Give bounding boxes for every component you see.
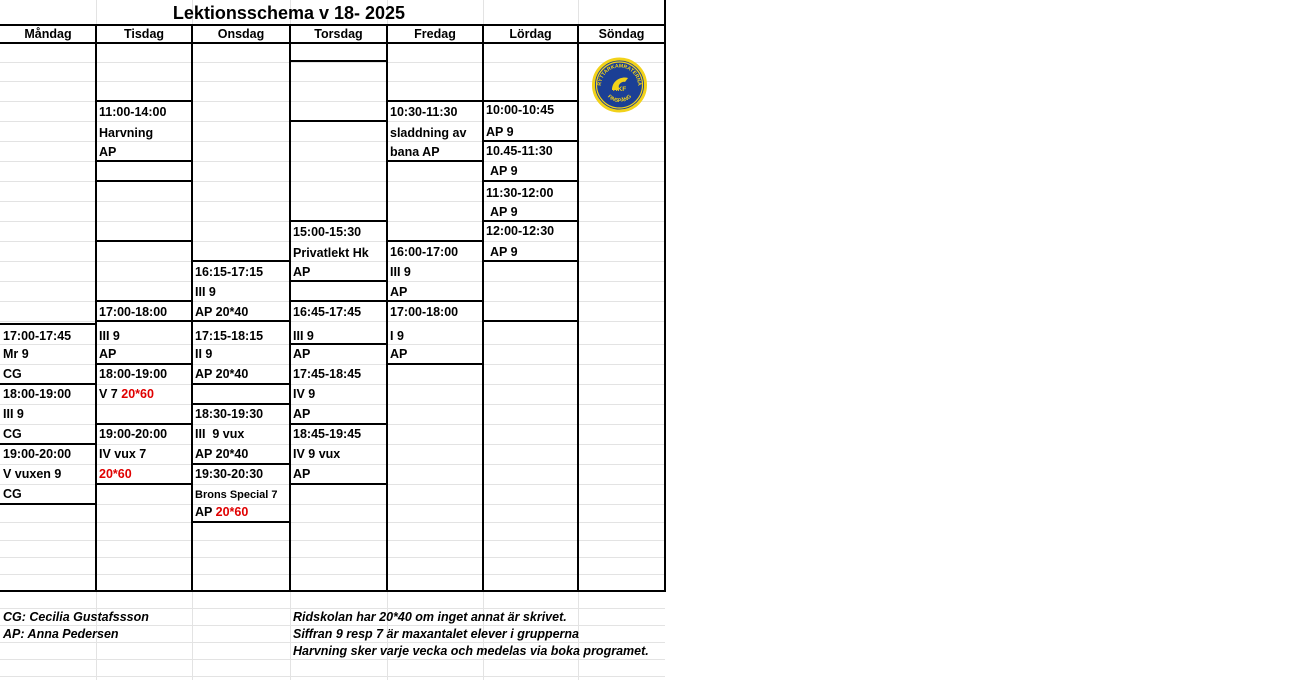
- border-block: [96, 180, 192, 182]
- arena-size-label: 20*40: [215, 447, 249, 461]
- lesson-time[interactable]: 10.45-11:30: [486, 144, 553, 158]
- border-block: [387, 240, 483, 242]
- border-block: [290, 300, 387, 302]
- lesson-group[interactable]: III 9: [99, 329, 120, 343]
- day-header-tisdag[interactable]: Tisdag: [123, 27, 165, 41]
- teacher-label: AP: [195, 505, 213, 519]
- lesson-time[interactable]: 19:30-20:30: [195, 467, 264, 481]
- lesson-time[interactable]: 11:30-12:00: [486, 186, 554, 200]
- lesson-teacher[interactable]: CG: [3, 367, 22, 381]
- lesson-teacher[interactable]: AP: [293, 265, 311, 279]
- border-column: [482, 24, 484, 592]
- lesson-time[interactable]: 17:15-18:15: [195, 329, 264, 343]
- border-block: [192, 521, 290, 523]
- lesson-teacher[interactable]: AP: [390, 347, 408, 361]
- gridline-horizontal: [0, 62, 665, 63]
- club-logo-icon: [592, 56, 647, 114]
- lesson-time[interactable]: 19:00-20:00: [99, 427, 168, 441]
- lesson-group[interactable]: III 9: [390, 265, 411, 279]
- border-block: [483, 180, 578, 182]
- day-header-lordag[interactable]: Lördag: [509, 27, 552, 41]
- gridline-horizontal: [0, 522, 665, 523]
- lesson-time[interactable]: 10:00-10:45: [486, 103, 555, 117]
- lesson-teacher[interactable]: [195, 303, 248, 321]
- lesson-time[interactable]: 16:45-17:45: [293, 305, 362, 319]
- note-arena[interactable]: Ridskolan har 20*40 om inget annat är skrivet.: [293, 610, 567, 624]
- lesson-time[interactable]: 17:00-17:45: [3, 329, 72, 343]
- lesson-time[interactable]: 19:00-20:00: [3, 447, 72, 461]
- lesson-time[interactable]: 17:00-18:00: [390, 305, 459, 319]
- border-block: [96, 483, 192, 485]
- lesson-teacher[interactable]: AP: [293, 347, 311, 361]
- note-ap[interactable]: AP: Anna Pedersen: [3, 627, 119, 641]
- lesson-time[interactable]: 18:30-19:30: [195, 407, 264, 421]
- page-title: Lektionsschema v 18- 2025: [172, 3, 406, 23]
- gridline-horizontal: [0, 540, 665, 541]
- note-max-students[interactable]: Siffran 9 resp 7 är maxantalet elever i grupperna: [293, 627, 580, 641]
- note-harrowing[interactable]: Harvning sker varje vecka och medelas via boka programet.: [293, 644, 649, 658]
- lesson-group[interactable]: III 9 vux: [195, 427, 245, 441]
- lesson-time[interactable]: 12:00-12:30: [486, 224, 555, 238]
- lesson-group[interactable]: AP 9: [486, 125, 514, 139]
- lesson-group[interactable]: [99, 385, 154, 403]
- day-header-fredag[interactable]: Fredag: [414, 27, 456, 41]
- lesson-group[interactable]: IV 9: [293, 387, 316, 401]
- lesson-time[interactable]: 15:00-15:30: [293, 225, 362, 239]
- border-block: [290, 220, 387, 222]
- lesson-time[interactable]: 10:30-11:30: [390, 105, 458, 119]
- border-block: [290, 120, 387, 122]
- lesson-teacher[interactable]: AP: [99, 347, 117, 361]
- lesson-teacher[interactable]: [195, 503, 248, 521]
- lesson-group[interactable]: sladdning av: [390, 126, 467, 140]
- lesson-time[interactable]: 18:00-19:00: [99, 367, 168, 381]
- gridline-horizontal: [0, 504, 665, 505]
- lesson-group[interactable]: V vuxen 9: [3, 467, 62, 481]
- arena-size-label: 20*60: [215, 505, 249, 519]
- teacher-label: AP: [195, 367, 213, 381]
- border-block: [96, 300, 192, 302]
- gridline-horizontal: [0, 404, 665, 405]
- border-block: [192, 260, 290, 262]
- border-block: [290, 483, 387, 485]
- lesson-teacher[interactable]: CG: [3, 427, 22, 441]
- gridline-horizontal: [0, 676, 665, 677]
- spreadsheet-grid: [0, 0, 665, 680]
- arena-size-label: 20*40: [215, 305, 249, 319]
- lesson-group[interactable]: III 9: [293, 329, 314, 343]
- lesson-time[interactable]: 17:45-18:45: [293, 367, 362, 381]
- arena-size-label: 20*40: [215, 367, 249, 381]
- lesson-group[interactable]: AP 9: [490, 205, 518, 219]
- logo-text-top: RYTTARKAMRATERNA: [596, 63, 643, 87]
- border-column: [577, 24, 579, 592]
- lesson-group[interactable]: I 9: [390, 329, 404, 343]
- lesson-group[interactable]: Privatlekt Hk: [293, 246, 369, 260]
- lesson-group[interactable]: II 9: [195, 347, 213, 361]
- lesson-group[interactable]: III 9: [195, 285, 216, 299]
- border-block: [387, 100, 483, 102]
- lesson-group[interactable]: IV vux 7: [99, 447, 147, 461]
- gridline-horizontal: [0, 574, 665, 575]
- border-block: [0, 323, 96, 325]
- lesson-time[interactable]: 17:00-18:00: [99, 305, 168, 319]
- border-block: [290, 60, 387, 62]
- day-header-mandag[interactable]: Måndag: [24, 27, 72, 41]
- lesson-teacher[interactable]: AP: [293, 407, 311, 421]
- border-block: [192, 383, 290, 385]
- lesson-group[interactable]: Mr 9: [3, 347, 29, 361]
- lesson-time[interactable]: 16:00-17:00: [390, 245, 459, 259]
- border-block: [483, 320, 578, 322]
- lesson-group-label: V 7: [99, 387, 118, 401]
- gridline-horizontal: [0, 557, 665, 558]
- arena-size-label: 20*60: [121, 387, 154, 401]
- lesson-teacher[interactable]: [195, 365, 248, 383]
- lesson-group[interactable]: IV 9 vux: [293, 447, 341, 461]
- lesson-time[interactable]: 11:00-14:00: [99, 105, 167, 119]
- border-block: [96, 100, 192, 102]
- lesson-group[interactable]: AP 9: [490, 245, 518, 259]
- day-header-sondag[interactable]: Söndag: [598, 27, 645, 41]
- lesson-teacher[interactable]: AP: [390, 285, 408, 299]
- day-header-torsdag[interactable]: Torsdag: [314, 27, 363, 41]
- gridline-horizontal: [0, 201, 665, 202]
- lesson-teacher[interactable]: AP: [99, 145, 117, 159]
- border-block: [0, 503, 96, 505]
- lesson-teacher[interactable]: CG: [3, 487, 22, 501]
- border-column: [95, 24, 97, 592]
- teacher-label: AP: [195, 447, 213, 461]
- logo-text-center: RKF: [612, 86, 627, 93]
- lesson-group[interactable]: III 9: [3, 407, 24, 421]
- border-block: [387, 363, 483, 365]
- border-block: [96, 240, 192, 242]
- lesson-group[interactable]: Brons Special 7: [195, 489, 278, 501]
- day-header-onsdag[interactable]: Onsdag: [217, 27, 265, 41]
- border-column: [191, 24, 193, 592]
- note-cg[interactable]: CG: Cecilia Gustafssson: [3, 610, 149, 624]
- logo-text-bottom: FINSPÅNG: [606, 93, 633, 105]
- lesson-time[interactable]: 16:15-17:15: [195, 265, 264, 279]
- border-table-bottom: [0, 590, 665, 592]
- gridline-horizontal: [0, 81, 665, 82]
- teacher-label: AP: [195, 305, 213, 319]
- lesson-teacher[interactable]: [195, 445, 248, 463]
- lesson-group[interactable]: Harvning: [99, 126, 154, 140]
- lesson-group[interactable]: bana AP: [390, 145, 440, 159]
- border-column: [289, 24, 291, 592]
- border-column: [386, 24, 388, 592]
- lesson-time[interactable]: 18:00-19:00: [3, 387, 72, 401]
- arena-size-label[interactable]: 20*60: [99, 467, 132, 481]
- lesson-time[interactable]: 18:45-19:45: [293, 427, 362, 441]
- lesson-group[interactable]: AP 9: [490, 164, 518, 178]
- border-right: [664, 0, 666, 592]
- lesson-teacher[interactable]: AP: [293, 467, 311, 481]
